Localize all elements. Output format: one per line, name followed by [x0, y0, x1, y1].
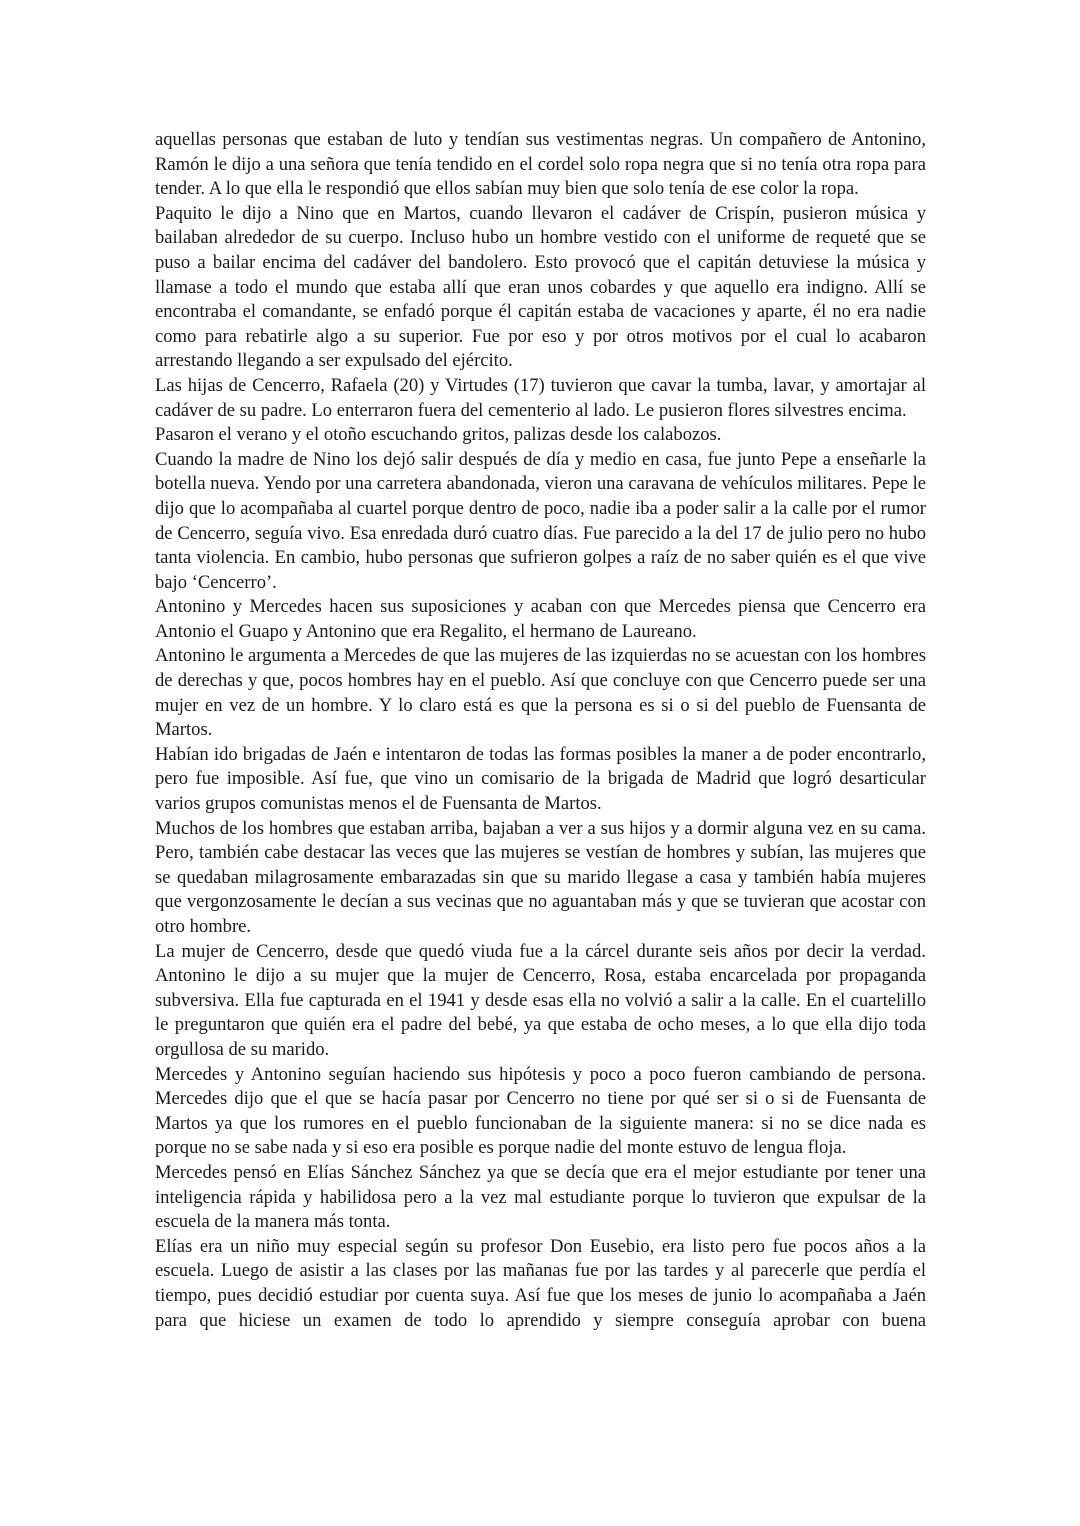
paragraph: aquellas personas que estaban de luto y tendían sus vestimentas negras. Un compañero de Antonino, Ramón le dijo a una señora que tenía tendido en el cordel solo ropa negra que si no tenía otra ropa para tender. A lo que ella le respondió que ellos sabían muy bien que solo tenía de ese color la ropa.: [155, 129, 926, 200]
paragraph: Pasaron el verano y el otoño escuchando gritos, palizas desde los calabozos.: [155, 424, 722, 446]
paragraph: Elías era un niño muy especial según su profesor Don Eusebio, era listo pero fue pocos años a la escuela. Luego de asistir a las clases por las mañanas fue por las tardes y al parecerle que perdía el tiempo, pues decidió estudiar por cuenta suya. Así fue que los meses de junio lo acompañaba a Jaén para que hiciese un examen de todo lo aprendido y siempre conseguía aprobar con buena: [155, 1235, 926, 1331]
paragraph: Mercedes y Antonino seguían haciendo sus hipótesis y poco a poco fueron cambiando de persona. Mercedes dijo que el que se hacía pasar por Cencerro no tiene por qué ser si o si de Fuensanta de Martos ya que los rumores en el pueblo funcionaban de la siguiente manera: si no se dice nada es porque no se sabe nada y si eso era posible es porque nadie del monte estuvo de lengua floja.: [155, 1063, 926, 1159]
document-page: [155, 128, 926, 1333]
paragraph: Cuando la madre de Nino los dejó salir después de día y medio en casa, fue junto Pepe a enseñarle la botella nueva. Yendo por una carretera abandonada, vieron una caravana de vehículos militares. Pepe le dijo que lo acompañaba al cuartel porque dentro de poco, nadie iba a poder salir a la calle por el rumor de Cencerro, seguía vivo. Esa enredada duró cuatro días. Fue parecido a la del 17 de julio pero no hubo tanta violencia. En cambio, hubo personas que sufrieron golpes a raíz de no saber quién es el que vive bajo ‘Cencerro’.: [155, 448, 926, 593]
paragraph: Antonino le argumenta a Mercedes de que las mujeres de las izquierdas no se acuestan con los hombres de derechas y que, pocos hombres hay en el pueblo. Así que concluye con que Cencerro puede ser una mujer en vez de un hombre. Y lo claro está es que la persona es si o si del pueblo de Fuensanta de Martos.: [155, 645, 926, 741]
paragraph: Mercedes pensó en Elías Sánchez Sánchez ya que se decía que era el mejor estudiante por tener una inteligencia rápida y habilidosa pero a la vez mal estudiante porque lo tuvieron que expulsar de la escuela de la manera más tonta.: [155, 1161, 926, 1233]
paragraph: Antonino y Mercedes hacen sus suposiciones y acaban con que Mercedes piensa que Cencerro era Antonio el Guapo y Antonino que era Regalito, el hermano de Laureano.: [155, 596, 926, 642]
paragraph: Paquito le dijo a Nino que en Martos, cuando llevaron el cadáver de Crispín, pusieron música y bailaban alrededor de su cuerpo. Incluso hubo un hombre vestido con el uniforme de requeté que se puso a bailar encima del cadáver del bandolero. Esto provocó que el capitán detuviese la música y llamase a todo el mundo que estaba allí que eran unos cobardes y que aquello era indigno. Allí se encontraba el comandante, se enfadó porque él capitán estaba de vacaciones y aparte, él no era nadie como para rebatirle algo a su superior. Fue por eso y por otros motivos por el cual lo acabaron arrestando llegando a ser expulsado del ejército.: [155, 202, 926, 372]
paragraph: Muchos de los hombres que estaban arriba, bajaban a ver a sus hijos y a dormir alguna vez en su cama. Pero, también cabe destacar las veces que las mujeres se vestían de hombres y subían, las mujeres que se quedaban milagrosamente embarazadas sin que su marido llegase a casa y también había mujeres que vergonzosamente le decían a sus vecinas que no aguantaban más y que se tuvieran que acostar con otro hombre.: [155, 817, 926, 937]
paragraph: Habían ido brigadas de Jaén e intentaron de todas las formas posibles la maner a de poder encontrarlo, pero fue imposible. Así fue, que vino un comisario de la brigada de Madrid que logró desarticular varios grupos comunistas menos el de Fuensanta de Martos.: [155, 743, 926, 815]
paragraph: Las hijas de Cencerro, Rafaela (20) y Virtudes (17) tuvieron que cavar la tumba, lavar, y amortajar al cadáver de su padre. Lo enterraron fuera del cementerio al lado. Le pusieron flores silvestres encima.: [155, 374, 926, 421]
paragraph: La mujer de Cencerro, desde que quedó viuda fue a la cárcel durante seis años por decir la verdad. Antonino le dijo a su mujer que la mujer de Cencerro, Rosa, estaba encarcelada por propaganda subversiva. Ella fue capturada en el 1941 y desde esas ella no volvió a salir a la calle. En el cuartelillo le preguntaron que quién era el padre del bebé, ya que estaba de ocho meses, a lo que ella dijo toda orgullosa de su marido.: [155, 940, 926, 1060]
